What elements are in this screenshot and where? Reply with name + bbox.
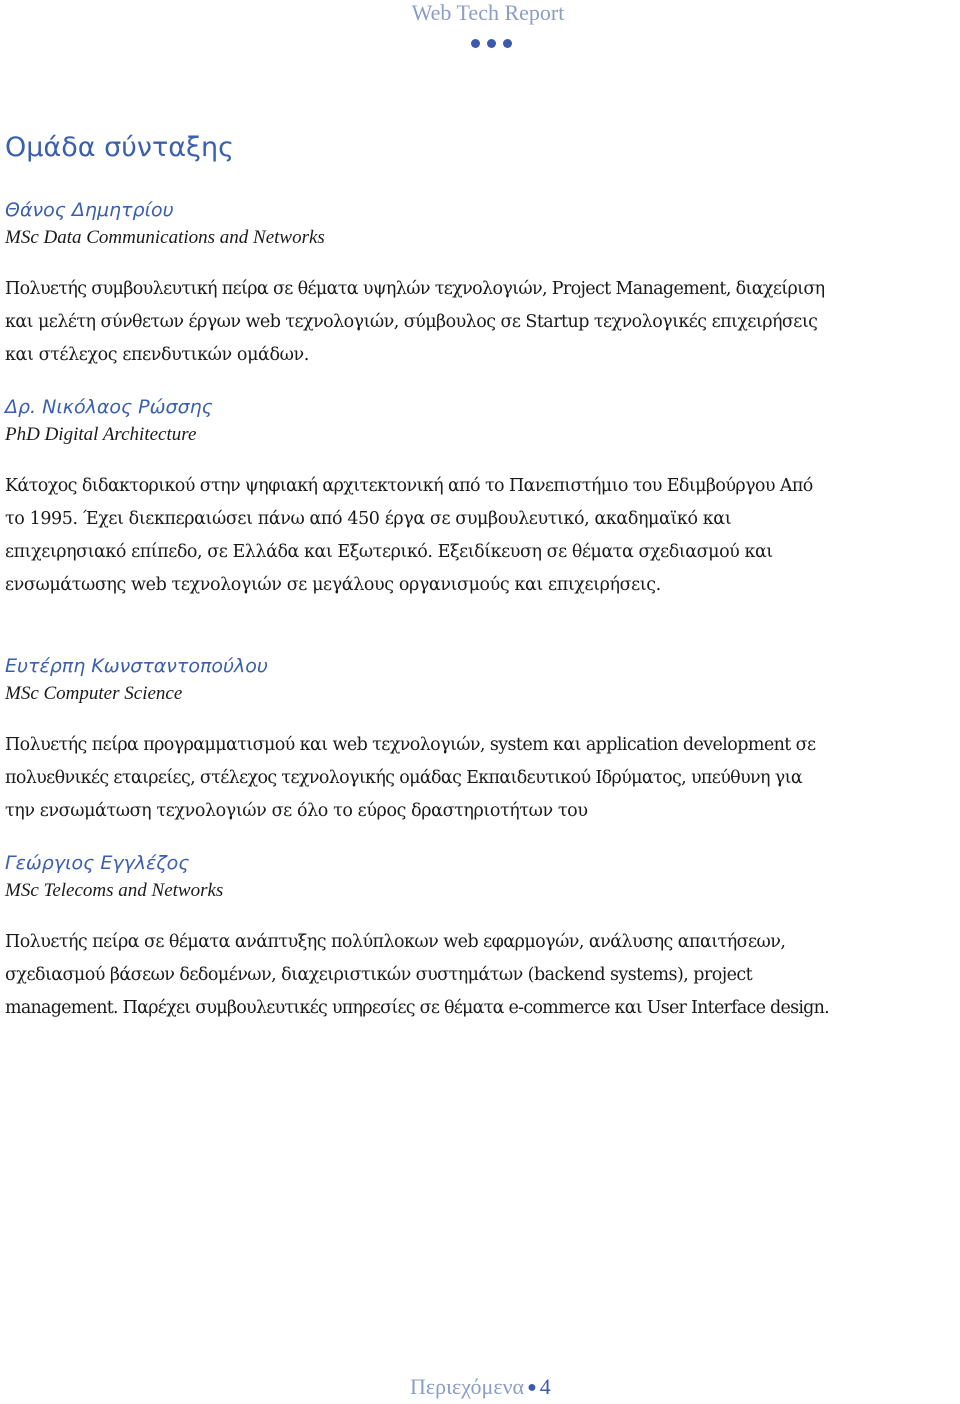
member-degree: MSc Telecoms and Networks [5,880,224,901]
member-name: Δρ. Νικόλαος Ρώσσης [5,396,213,418]
dot-icon [471,39,480,48]
member-bio [5,729,960,828]
bio-line: και στέλεχος επενδυτικών ομάδων. [5,345,309,365]
footer-label: Περιεχόμενα [410,1374,525,1399]
member-degree: PhD Digital Architecture [5,424,197,445]
running-header-title: Web Tech Report [411,0,565,25]
page-footer [410,1373,551,1402]
member-name: Θάνος Δημητρίου [5,199,174,221]
section-title: Ομάδα σύνταξης [5,132,235,163]
bio-line: την ενσωμάτωση τεχνολογιών σε όλο το εύρος δραστηριοτήτων του [5,801,588,821]
header-dots-ornament [471,39,512,48]
page-number: 4 [539,1374,551,1399]
member-degree: MSc Data Communications and Networks [5,227,325,248]
dot-icon [503,39,512,48]
bio-line: Πολυετής συμβουλευτική πείρα σε θέματα υψηλών τεχνολογιών, Project Management, διαχείριση [5,279,825,299]
bio-line: Πολυετής πείρα προγραμματισμού και web τεχνολογιών, system και application development σε [5,735,816,755]
bio-line: και μελέτη σύνθετων έργων web τεχνολογιών, σύμβουλος σε Startup τεχνολογικές επιχειρήσεις [5,312,818,332]
bio-line: Κάτοχος διδακτορικού στην ψηφιακή αρχιτεκτονική από το Πανεπιστήμιο του Εδιμβούργου Από [5,476,813,496]
member-entry [5,652,960,828]
bio-line: management. Παρέχει συμβουλευτικές υπηρεσίες σε θέματα e-commerce και User Interface design. [5,998,829,1018]
member-bio [5,926,960,1025]
bullet-separator-icon: ● [527,1379,537,1396]
bio-line: επιχειρησιακό επίπεδο, σε Ελλάδα και Εξωτερικό. Εξειδίκευση σε θέματα σχεδιασμού και [5,542,773,562]
member-entry [5,196,960,372]
member-entry [5,849,960,1025]
member-name: Ευτέρπη Κωνσταντοπούλου [5,655,268,677]
member-bio [5,470,960,602]
member-entry [5,393,960,602]
bio-line: το 1995. Έχει διεκπεραιώσει πάνω από 450 έργα σε συμβουλευτικό, ακαδημαϊκό και [5,509,732,529]
member-bio [5,273,960,372]
bio-line: ενσωμάτωσης web τεχνολογιών σε μεγάλους οργανισμούς και επιχειρήσεις. [5,575,661,595]
member-degree: MSc Computer Science [5,683,183,704]
bio-line: Πολυετής πείρα σε θέματα ανάπτυξης πολύπλοκων web εφαρμογών, ανάλυσης απαιτήσεων, [5,932,786,952]
bio-line: πολυεθνικές εταιρείες, στέλεχος τεχνολογικής ομάδας Εκπαιδευτικού Ιδρύματος, υπεύθυνη για [5,768,802,788]
member-name: Γεώργιος Εγγλέζος [5,852,190,874]
dot-icon [487,39,496,48]
bio-line: σχεδιασμού βάσεων δεδομένων, διαχειριστικών συστημάτων (backend systems), project [5,965,753,985]
